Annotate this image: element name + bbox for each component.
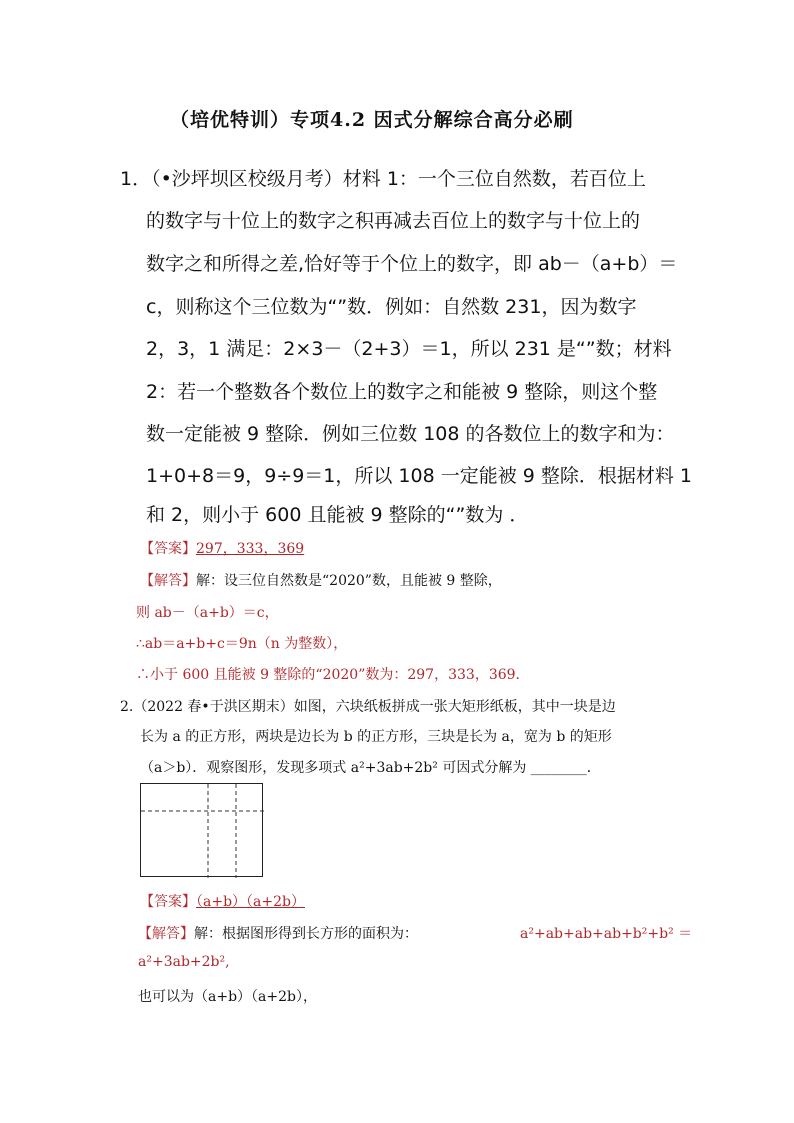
q2-solution-line: a²+3ab+2b²,: [138, 954, 230, 970]
q1-line: 1+0+8＝9，9÷9＝1，所以 108 一定能被 9 整除．根据材料 1: [146, 465, 693, 487]
q2-solution-line: a²+ab+ab+ab+b²+b² ＝: [520, 926, 693, 942]
q1-line: 和 2，则小于 600 且能被 9 整除的“”数为 ．: [146, 504, 529, 526]
q1-solution-line: 则 ab－（a+b）＝c，: [136, 605, 279, 621]
answer-tag: 【答案】: [140, 894, 196, 910]
solution-text: 解：根据图形得到长方形的面积为：: [194, 926, 418, 942]
q1-line: 2：若一个整数各个数位上的数字之和能被 9 整除，则这个整: [146, 381, 658, 403]
q2-solution-line: [138, 923, 418, 943]
answer-value: 297，333，369: [196, 541, 305, 557]
q2-line: （a＞b）．观察图形，发现多项式 a²+3ab+2b² 可因式分解为 ________．: [140, 760, 601, 776]
q1-line: 数一定能被 9 整除．例如三位数 108 的各数位上的数字和为：: [146, 423, 675, 445]
q1-line: 1．（•沙坪坝区校级月考）材料 1：一个三位自然数，若百位上: [120, 168, 646, 190]
answer-tag: 【答案】: [140, 541, 196, 557]
q1-solution-line: ∴小于 600 且能被 9 整除的“2020”数为：297，333，369．: [136, 667, 530, 683]
q1-answer: [140, 538, 304, 558]
q1-line: 的数字与十位上的数字之积再减去百位上的数字与十位上的: [146, 210, 641, 232]
q1-solution-line: ∴ab＝a+b+c＝9n（n 为整数），: [136, 636, 348, 652]
q2-line: 2.（2022 春•于洪区期末）如图，六块纸板拼成一张大矩形纸板，其中一块是边: [120, 699, 616, 715]
q1-line: c，则称这个三位数为“”数．例如：自然数 231，因为数字: [146, 296, 637, 318]
q1-line: 2，3，1 满足：2×3－（2+3）＝1，所以 231 是“”数；材料: [146, 338, 672, 360]
q1-line: 数字之和所得之差,恰好等于个位上的数字，即 ab－（a+b）＝: [146, 253, 678, 275]
tiling-svg: [141, 784, 264, 878]
q2-line: 长为 a 的正方形，两块是边长为 b 的正方形，三块是长为 a，宽为 b 的矩形: [140, 729, 612, 745]
solution-tag: 【解答】: [140, 573, 196, 589]
page-title: （培优特训）专项4.2 因式分解综合高分必刷: [170, 109, 574, 131]
q2-solution-line: 也可以为（a+b）（a+2b），: [138, 989, 317, 1005]
q1-solution-line: [140, 570, 502, 590]
q2-answer: [140, 891, 305, 911]
solution-tag: 【解答】: [138, 926, 194, 942]
solution-text: 解：设三位自然数是“2020”数，且能被 9 整除，: [196, 573, 502, 589]
answer-value: （a+b）（a+2b）: [196, 894, 305, 910]
rectangle-tiling-figure: [140, 783, 263, 877]
